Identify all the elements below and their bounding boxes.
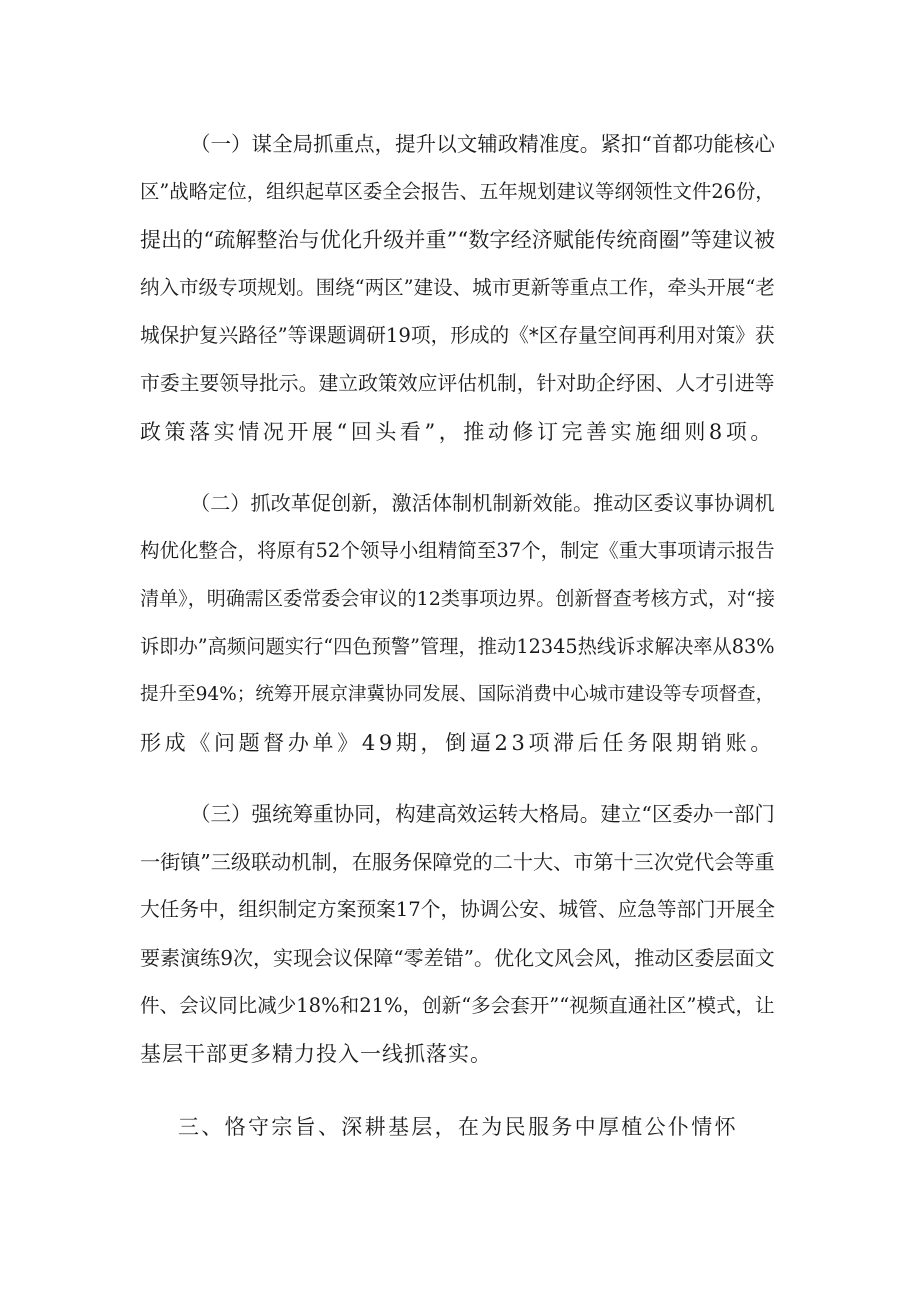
section-heading: 三、恪守宗旨、深耕基层，在为民服务中厚植公仆情怀 [178, 1115, 738, 1139]
paragraph-line: 构优化整合，将原有52个领导小组精简至37个，制定《重大事项请示报告 [140, 539, 775, 562]
paragraph-line: 清单》，明确需区委常委会审议的12类事项边界。创新督查考核方式，对“接 [140, 588, 775, 610]
paragraph-line: 纳入市级专项规划。围绕“两区”建设、城市更新等重点工作，牵头开展“老 [140, 276, 775, 299]
paragraph-line: 政策落实情况开展“回头看”，推动修订完善实施细则8项。 [140, 420, 775, 444]
paragraph-line: （一）谋全局抓重点，提升以文辅政精准度。紧扣“首都功能核心 [190, 132, 775, 156]
paragraph-line: 件、会议同比减少18%和21%，创新“多会套开”“视频直通社区”模式，让 [140, 994, 775, 1017]
paragraph-line: 区”战略定位，组织起草区委全会报告、五年规划建议等纲领性文件26份， [140, 180, 775, 203]
paragraph-line: 基层干部更多精力投入一线抓落实。 [140, 1042, 492, 1066]
paragraph-line: 提出的“疏解整治与优化升级并重”“数字经济赋能传统商圈”等建议被 [140, 228, 776, 252]
paragraph-line: 市委主要领导批示。建立政策效应评估机制，针对助企纾困、人才引进等 [140, 372, 775, 395]
paragraph-line: 形成《问题督办单》49期，倒逼23项滞后任务限期销账。 [140, 731, 775, 755]
paragraph-line: 提升至94%；统筹开展京津冀协同发展、国际消费中心城市建设等专项督查， [140, 684, 775, 705]
paragraph-line: 城保护复兴路径”等课题调研19项，形成的《*区存量空间再利用对策》获 [140, 324, 775, 347]
paragraph-line: 要素演练9次，实现会议保障“零差错”。优化文风会风，推动区委层面文 [140, 946, 775, 970]
paragraph-line: 一街镇”三级联动机制，在服务保障党的二十大、市第十三次党代会等重 [140, 850, 775, 874]
paragraph-line: （二）抓改革促创新，激活体制机制新效能。推动区委议事协调机 [190, 491, 775, 515]
paragraph-line: 诉即办”高频问题实行“四色预警”管理，推动12345热线诉求解决率从83% [140, 635, 775, 658]
paragraph-line: 大任务中，组织制定方案预案17个，协调公安、城管、应急等部门开展全 [140, 898, 775, 921]
paragraph-line: （三）强统筹重协同，构建高效运转大格局。建立“区委办一部门 [190, 802, 775, 826]
